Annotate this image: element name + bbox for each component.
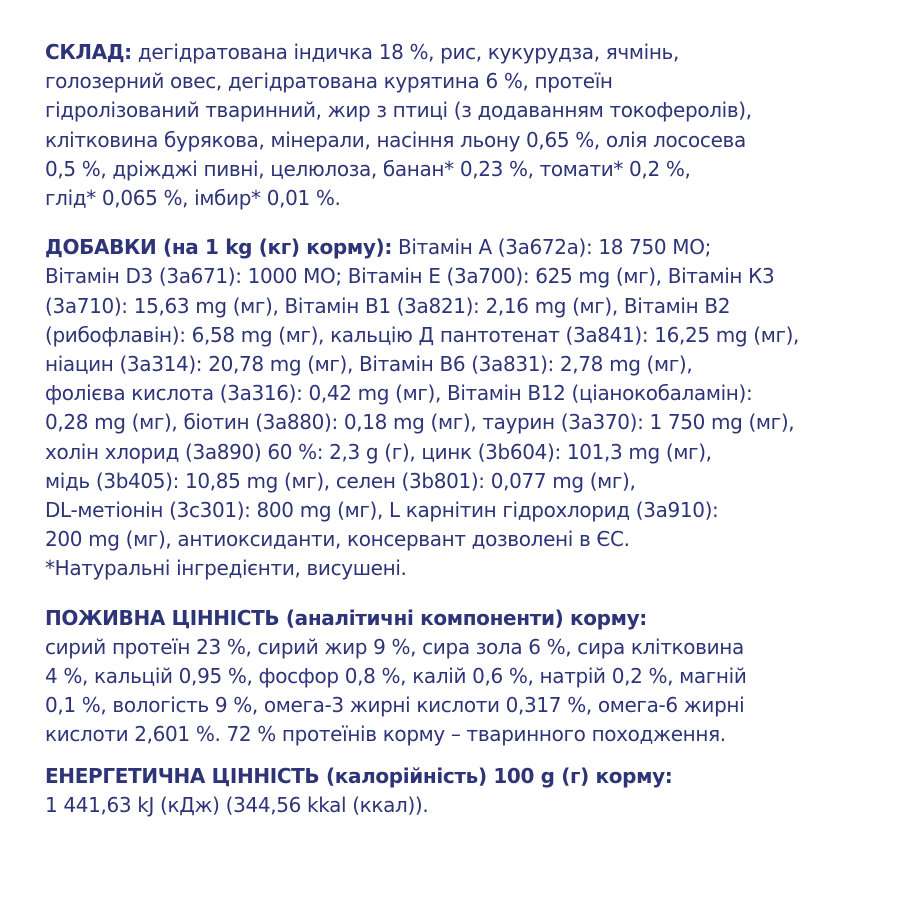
nutrition-line-1: сирий протеїн 23 %, сирий жир 9 %, сира зола 6 %, сира клітковина bbox=[45, 634, 744, 659]
nutrition-line-3: 0,1 %, вологість 9 %, омега-3 жирні кислоти 0,317 %, омега-6 жирні bbox=[45, 693, 745, 718]
composition-line-1 bbox=[45, 38, 870, 67]
additives-line-7: 0,28 mg (мг), біотин (3a880): 0,18 mg (мг), таурин (3a370): 1 750 mg (мг), bbox=[45, 410, 795, 435]
energy-value: 1 441,63 kJ (кДж) (344,56 kkal (ккал)). bbox=[45, 792, 429, 817]
additives-section bbox=[45, 233, 870, 583]
additives-line-6: фолієва кислота (3a316): 0,42 mg (мг), Вітамін В12 (ціанокобаламін): bbox=[45, 381, 753, 406]
composition-section bbox=[45, 38, 870, 213]
nutrition-heading: ПОЖИВНА ЦІННІСТЬ (аналітичні компоненти) корму: bbox=[45, 605, 647, 630]
nutrition-section bbox=[45, 604, 870, 750]
additives-line-2: Вітамін D3 (3a671): 1000 МО; Вітамін Е (3a700): 625 mg (мг), Вітамін К3 bbox=[45, 264, 775, 289]
composition-line-5: 0,5 %, дріжджі пивні, целюлоза, банан* 0,23 %, томати* 0,2 %, bbox=[45, 156, 691, 181]
composition-text: дегідратована індичка 18 %, рис, кукурудза, ячмінь, bbox=[131, 40, 679, 64]
energy-heading: ЕНЕРГЕТИЧНА ЦІННІСТЬ (калорійність) 100 g (г) корму: bbox=[45, 763, 673, 788]
additives-heading: ДОБАВКИ (на 1 kg (кг) корму): bbox=[45, 235, 392, 260]
composition-line-3: гідролізований тваринний, жир з птиці (з додаванням токоферолів), bbox=[45, 98, 752, 123]
additives-footnote: *Натуральні інгредієнти, висушені. bbox=[45, 556, 407, 581]
additives-line-10: DL-метіонін (3c301): 800 mg (мг), L карнітин гідрохлорид (3a910): bbox=[45, 498, 719, 523]
energy-section bbox=[45, 762, 870, 820]
additives-line-4: (рибофлавін): 6,58 mg (мг), кальцію Д пантотенат (3a841): 16,25 mg (мг), bbox=[45, 322, 800, 347]
composition-line-6: глід* 0,065 %, імбир* 0,01 %. bbox=[45, 186, 341, 211]
composition-line-2: голозерний овес, дегідратована курятина 6 %, протеїн bbox=[45, 69, 613, 94]
additives-line-9: мідь (3b405): 10,85 mg (мг), селен (3b801): 0,077 mg (мг), bbox=[45, 468, 636, 493]
additives-line-1 bbox=[45, 233, 870, 262]
additives-line-8: холін хлорид (3a890) 60 %: 2,3 g (г), цинк (3b604): 101,3 mg (мг), bbox=[45, 439, 712, 464]
additives-line-11: 200 mg (мг), антиоксиданти, консервант дозволені в ЄС. bbox=[45, 527, 630, 552]
composition-heading: СКЛАД: bbox=[45, 40, 132, 64]
nutrition-line-4: кислоти 2,601 %. 72 % протеїнів корму – тваринного походження. bbox=[45, 722, 726, 747]
additives-line-5: ніацин (3a314): 20,78 mg (мг), Вітамін В6 (3a831): 2,78 mg (мг), bbox=[45, 352, 693, 377]
additives-line-3: (3a710): 15,63 mg (мг), Вітамін В1 (3a821): 2,16 mg (мг), Вітамін В2 bbox=[45, 293, 731, 318]
nutrition-line-2: 4 %, кальцій 0,95 %, фосфор 0,8 %, калій 0,6 %, натрій 0,2 %, магній bbox=[45, 664, 747, 689]
composition-line-4: клітковина бурякова, мінерали, насіння льону 0,65 %, олія лососева bbox=[45, 127, 746, 152]
additives-text: Вітамін А (3a672a): 18 750 МО; bbox=[391, 235, 711, 260]
